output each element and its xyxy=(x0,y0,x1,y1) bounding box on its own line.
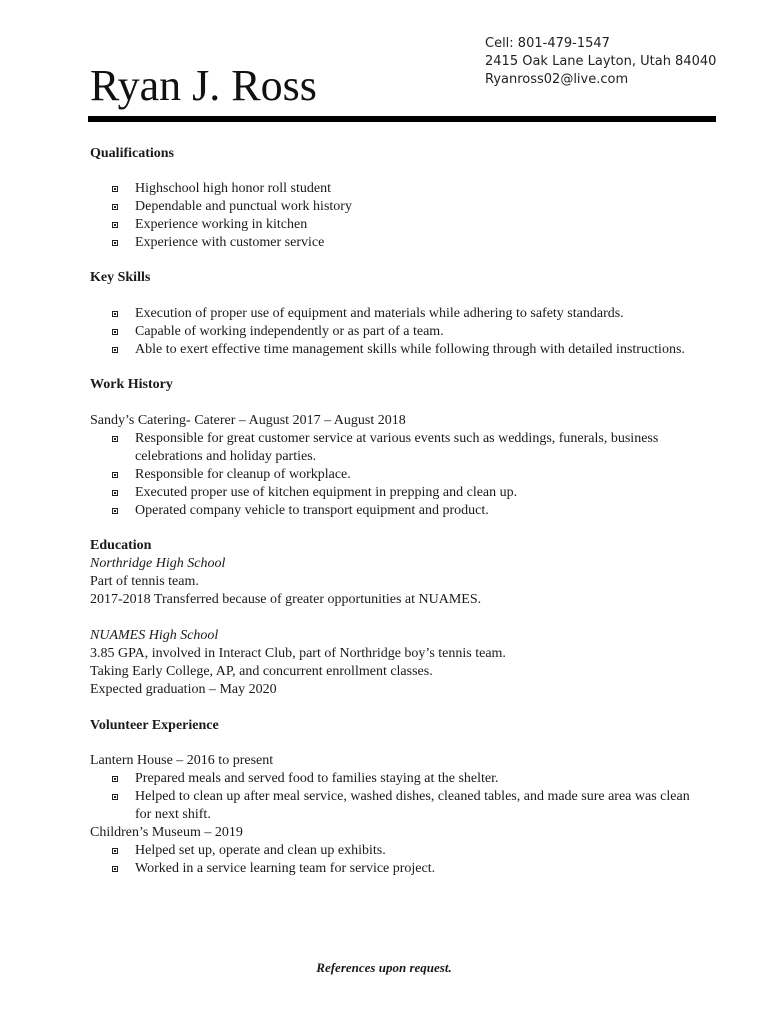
square-bullet-icon xyxy=(112,186,118,192)
square-bullet-icon xyxy=(112,347,118,353)
education-detail: Expected graduation – May 2020 xyxy=(90,682,277,697)
square-bullet-icon xyxy=(112,311,118,317)
list-item: Prepared meals and served food to families staying at the shelter. xyxy=(90,770,700,788)
resume-body xyxy=(90,145,700,878)
key-skills-list xyxy=(90,305,700,359)
school-name: Northridge High School xyxy=(90,556,226,571)
list-item: Operated company vehicle to transport equipment and product. xyxy=(90,502,700,520)
square-bullet-icon xyxy=(112,222,118,228)
list-item: Dependable and punctual work history xyxy=(90,198,700,216)
street-address: 2415 Oak Lane Layton, Utah 84040 xyxy=(485,54,717,69)
contact-block xyxy=(485,35,716,89)
email-address: Ryanross02@live.com xyxy=(485,72,629,87)
square-bullet-icon xyxy=(112,490,118,496)
header-divider xyxy=(88,116,716,122)
volunteer-org: Children’s Museum – 2019 xyxy=(90,825,243,840)
list-item: Execution of proper use of equipment and materials while adhering to safety standards. xyxy=(90,305,700,323)
square-bullet-icon xyxy=(112,472,118,478)
list-item: Experience working in kitchen xyxy=(90,216,700,234)
education-heading: Education xyxy=(90,538,152,553)
education-detail: 2017-2018 Transferred because of greater opportunities at NUAMES. xyxy=(90,592,482,607)
list-item: Responsible for great customer service at various events such as weddings, funerals, business celebrations and holiday parties. xyxy=(90,430,700,466)
job-title-line: Sandy’s Catering- Caterer – August 2017 – August 2018 xyxy=(90,413,406,428)
school-name: NUAMES High School xyxy=(90,628,219,643)
square-bullet-icon xyxy=(112,508,118,514)
square-bullet-icon xyxy=(112,794,118,800)
list-item: Helped set up, operate and clean up exhibits. xyxy=(90,842,700,860)
key-skills-heading: Key Skills xyxy=(90,270,151,285)
work-history-heading: Work History xyxy=(90,377,173,392)
education-detail: Part of tennis team. xyxy=(90,574,199,589)
list-item: Responsible for cleanup of workplace. xyxy=(90,466,700,484)
list-item: Helped to clean up after meal service, washed dishes, cleaned tables, and made sure area was clean for next shift. xyxy=(90,788,700,824)
list-item: Executed proper use of kitchen equipment in prepping and clean up. xyxy=(90,484,700,502)
work-history-list xyxy=(90,430,700,520)
list-item: Highschool high honor roll student xyxy=(90,180,700,198)
education-detail: 3.85 GPA, involved in Interact Club, part of Northridge boy’s tennis team. xyxy=(90,646,506,661)
square-bullet-icon xyxy=(112,848,118,854)
square-bullet-icon xyxy=(112,329,118,335)
volunteer-list xyxy=(90,770,700,824)
list-item: Capable of working independently or as part of a team. xyxy=(90,323,700,341)
applicant-name: Ryan J. Ross xyxy=(90,61,317,110)
square-bullet-icon xyxy=(112,204,118,210)
square-bullet-icon xyxy=(112,436,118,442)
volunteer-list xyxy=(90,842,700,878)
list-item: Able to exert effective time management skills while following through with detailed instructions. xyxy=(90,341,700,359)
volunteer-heading: Volunteer Experience xyxy=(90,718,219,733)
square-bullet-icon xyxy=(112,776,118,782)
list-item: Experience with customer service xyxy=(90,234,700,252)
list-item: Worked in a service learning team for service project. xyxy=(90,860,700,878)
qualifications-list xyxy=(90,180,700,252)
square-bullet-icon xyxy=(112,240,118,246)
volunteer-org: Lantern House – 2016 to present xyxy=(90,753,274,768)
cell-phone: Cell: 801-479-1547 xyxy=(485,36,610,51)
education-detail: Taking Early College, AP, and concurrent enrollment classes. xyxy=(90,664,433,679)
qualifications-heading: Qualifications xyxy=(90,146,175,161)
square-bullet-icon xyxy=(112,866,118,872)
references-note: References upon request. xyxy=(316,960,452,975)
